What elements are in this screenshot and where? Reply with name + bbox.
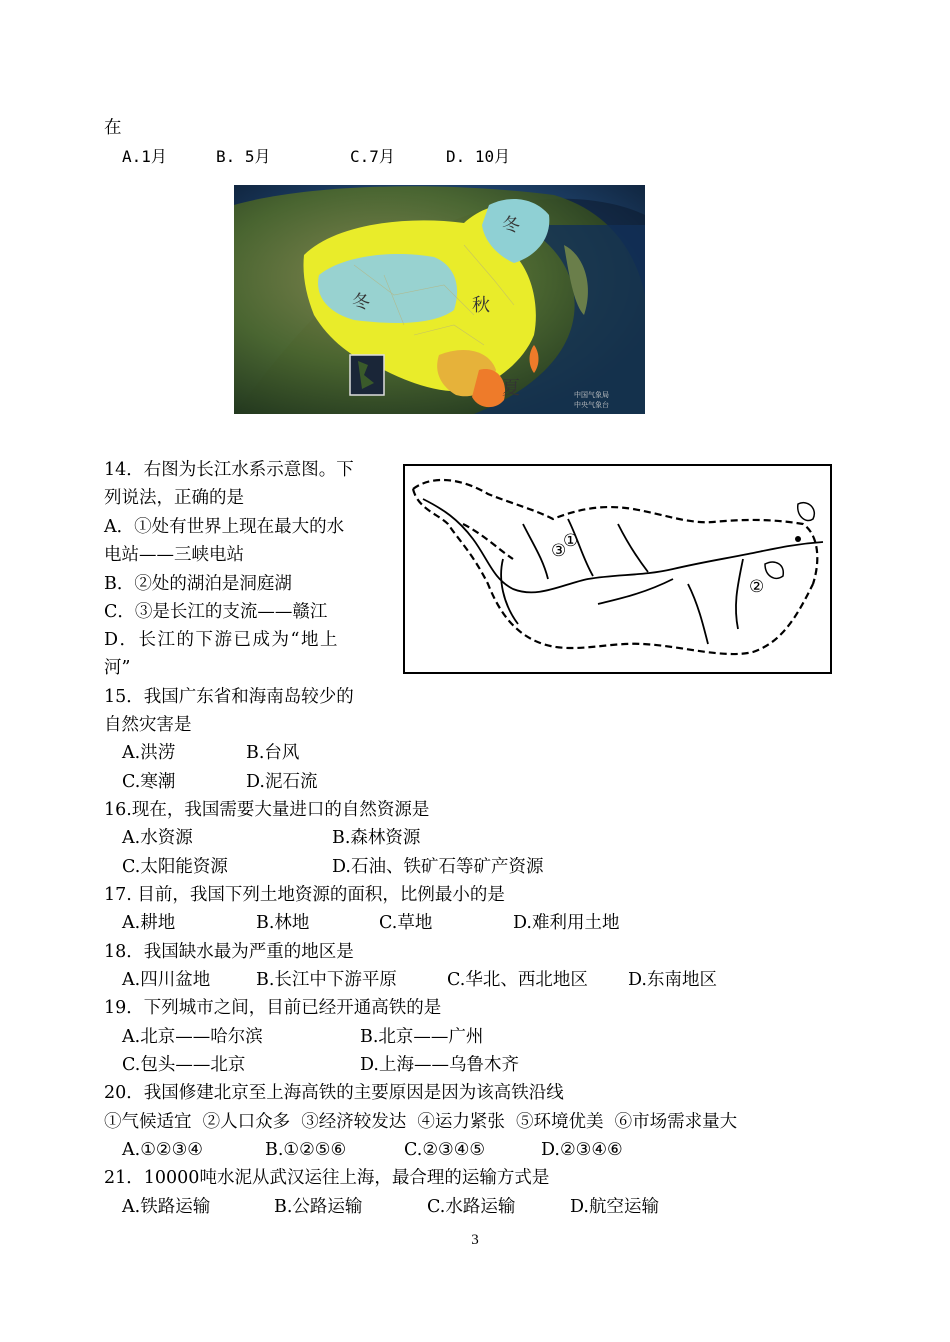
q15-option-d: D.泥石流 bbox=[246, 772, 318, 792]
q14-option-d-line1: D．长江的下游已成为“地上 bbox=[104, 630, 339, 650]
season-label-summer: 夏 bbox=[502, 378, 520, 399]
q18-option-b: B.长江中下游平原 bbox=[256, 970, 397, 990]
q14-option-c: C．③是长江的支流——赣江 bbox=[104, 602, 328, 622]
q19-option-a: A.北京——哈尔滨 bbox=[122, 1027, 263, 1047]
q13-option-c: C.7月 bbox=[350, 147, 395, 166]
q20-option-b: B.①②⑤⑥ bbox=[265, 1140, 347, 1160]
season-label-autumn: 秋 bbox=[472, 295, 490, 316]
q21-option-b: B.公路运输 bbox=[274, 1197, 363, 1217]
q21-option-d: D.航空运输 bbox=[570, 1197, 659, 1217]
river-marker-2: ② bbox=[749, 577, 765, 597]
q14-option-b: B．②处的湖泊是洞庭湖 bbox=[104, 574, 292, 594]
q15-option-c: C.寒潮 bbox=[122, 772, 176, 792]
q15-stem-line2: 自然灾害是 bbox=[104, 715, 192, 735]
q16-option-a: A.水资源 bbox=[122, 828, 193, 848]
q21-option-a: A.铁路运输 bbox=[122, 1197, 211, 1217]
q16-option-d: D.石油、铁矿石等矿产资源 bbox=[332, 857, 544, 877]
q13-option-a: A.1月 bbox=[122, 147, 167, 166]
season-label-winter-west: 冬 bbox=[352, 292, 370, 313]
q18-option-d: D.东南地区 bbox=[628, 970, 717, 990]
q14-stem-line1: 14．右图为长江水系示意图。下 bbox=[104, 460, 354, 480]
q21-option-c: C.水路运输 bbox=[427, 1197, 516, 1217]
q19-option-c: C.包头——北京 bbox=[122, 1055, 246, 1075]
q20-option-c: C.②③④⑤ bbox=[404, 1140, 486, 1160]
q14-option-a-line1: A．①处有世界上现在最大的水 bbox=[104, 517, 345, 537]
q17-option-b: B.林地 bbox=[256, 913, 310, 933]
river-marker-1: ① bbox=[563, 531, 579, 551]
q15-option-b: B.台风 bbox=[246, 743, 300, 763]
q21-stem: 21．10000吨水泥从武汉运往上海，最合理的运输方式是 bbox=[104, 1168, 550, 1188]
q15-option-a: A.洪涝 bbox=[122, 743, 176, 763]
q16-option-b: B.森林资源 bbox=[332, 828, 421, 848]
season-label-winter-north: 冬 bbox=[502, 215, 520, 236]
q17-option-a: A.耕地 bbox=[122, 913, 176, 933]
season-map-figure bbox=[234, 185, 645, 414]
q13-option-d: D. 10月 bbox=[446, 147, 511, 166]
q13-option-b: B. 5月 bbox=[216, 147, 271, 166]
q20-items: ①气候适宜 ②人口众多 ③经济较发达 ④运力紧张 ⑤环境优美 ⑥市场需求量大 bbox=[104, 1112, 738, 1132]
q18-option-a: A.四川盆地 bbox=[122, 970, 211, 990]
q16-option-c: C.太阳能资源 bbox=[122, 857, 228, 877]
season-map-credit-1: 中国气象局 bbox=[574, 391, 609, 399]
river-marker-3: ③ bbox=[551, 541, 567, 561]
q13-stem-tail: 在 bbox=[104, 118, 122, 138]
q18-option-c: C.华北、西北地区 bbox=[447, 970, 588, 990]
q14-option-a-line2: 电站——三峡电站 bbox=[104, 545, 244, 565]
q15-stem-line1: 15．我国广东省和海南岛较少的 bbox=[104, 687, 354, 707]
q14-option-d-line2: 河” bbox=[104, 658, 131, 678]
yangtze-river-map bbox=[403, 464, 832, 674]
season-map-credit-2: 中央气象台 bbox=[574, 401, 609, 409]
q14-stem-line2: 列说法，正确的是 bbox=[104, 488, 244, 508]
q19-option-d: D.上海——乌鲁木齐 bbox=[360, 1055, 519, 1075]
page-number: 3 bbox=[471, 1232, 479, 1248]
q19-option-b: B.北京——广州 bbox=[360, 1027, 484, 1047]
q17-option-c: C.草地 bbox=[379, 913, 433, 933]
q17-stem: 17. 目前，我国下列土地资源的面积，比例最小的是 bbox=[104, 885, 505, 905]
q20-option-d: D.②③④⑥ bbox=[541, 1140, 623, 1160]
q16-stem: 16.现在，我国需要大量进口的自然资源是 bbox=[104, 800, 430, 820]
q20-option-a: A.①②③④ bbox=[122, 1140, 203, 1160]
q19-stem: 19．下列城市之间，目前已经开通高铁的是 bbox=[104, 998, 442, 1018]
q17-option-d: D.难利用土地 bbox=[513, 913, 620, 933]
q20-stem: 20．我国修建北京至上海高铁的主要原因是因为该高铁沿线 bbox=[104, 1083, 564, 1103]
q18-stem: 18．我国缺水最为严重的地区是 bbox=[104, 942, 354, 962]
